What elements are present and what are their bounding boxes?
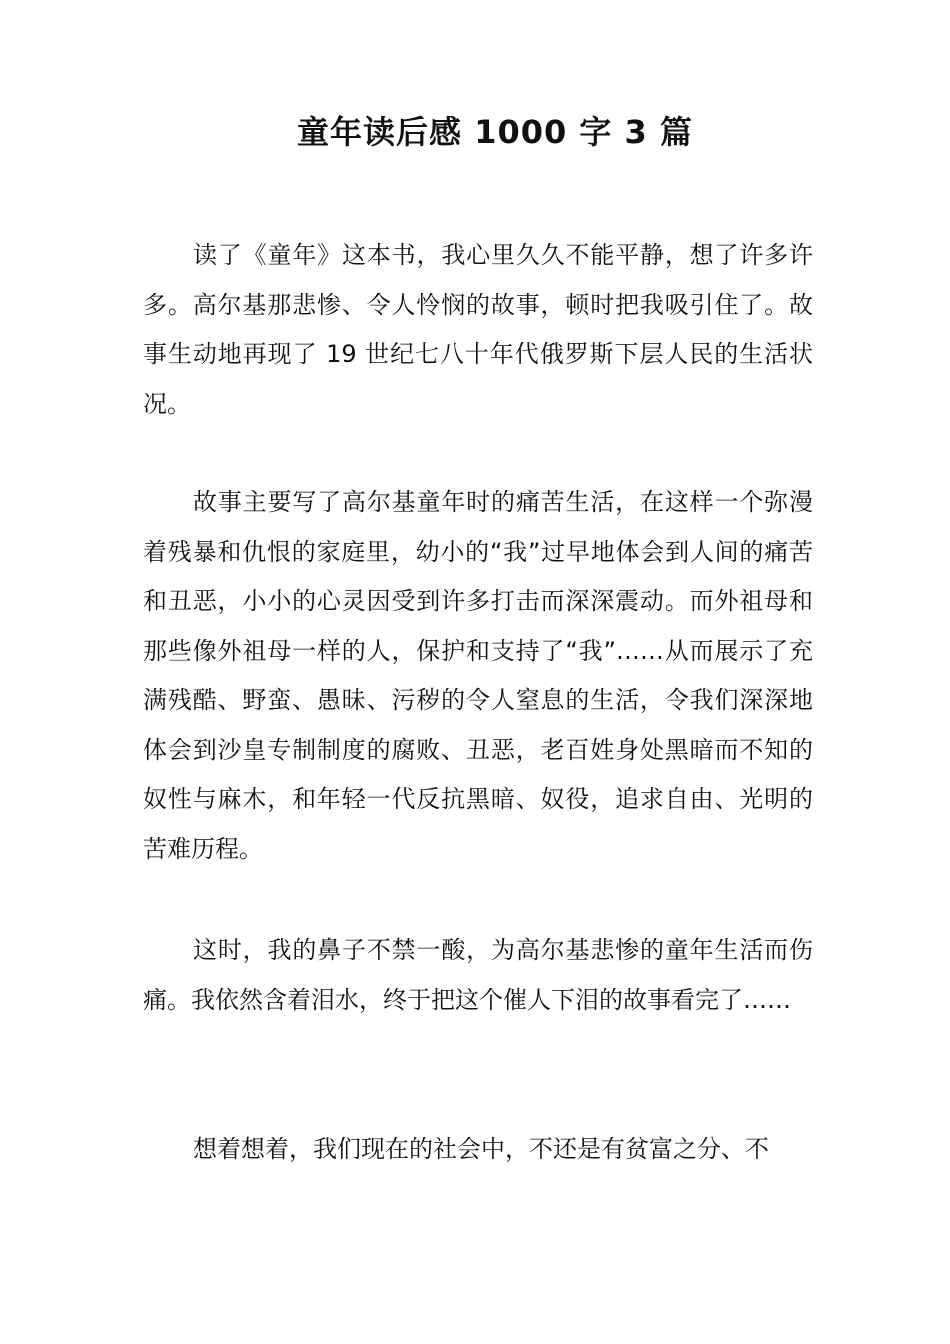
paragraph-4: 想着想着，我们现在的社会中，不还是有贫富之分、不	[193, 1135, 769, 1163]
paragraph-1: 读了《童年》这本书，我心里久久不能平静，想了许多许多。高尔基那悲惨、令人怜悯的故事，顿时把我吸引住了。故事生动地再现了 19 世纪七八十年代俄罗斯下层人民的生活状况。	[143, 241, 813, 418]
paragraph-3: 这时，我的鼻子不禁一酸，为高尔基悲惨的童年生活而伤痛。我依然含着泪水，终于把这个催人下泪的故事看完了……	[143, 936, 813, 1014]
paragraph-2: 故事主要写了高尔基童年时的痛苦生活，在这样一个弥漫着残暴和仇恨的家庭里，幼小的“我”过早地体会到人间的痛苦和丑恶，小小的心灵因受到许多打击而深深震动。而外祖母和那些像外祖母一样的人，保护和支持了“我”……从而展示了充满残酷、野蛮、愚昧、污秽的令人窒息的生活，令我们深深地体会到沙皇专制制度的腐败、丑恶，老百姓身处黑暗而不知的奴性与麻木，和年轻一代反抗黑暗、奴役，追求自由、光明的苦难历程。	[143, 488, 813, 863]
page-title: 童年读后感 1000 字 3 篇	[297, 113, 693, 151]
